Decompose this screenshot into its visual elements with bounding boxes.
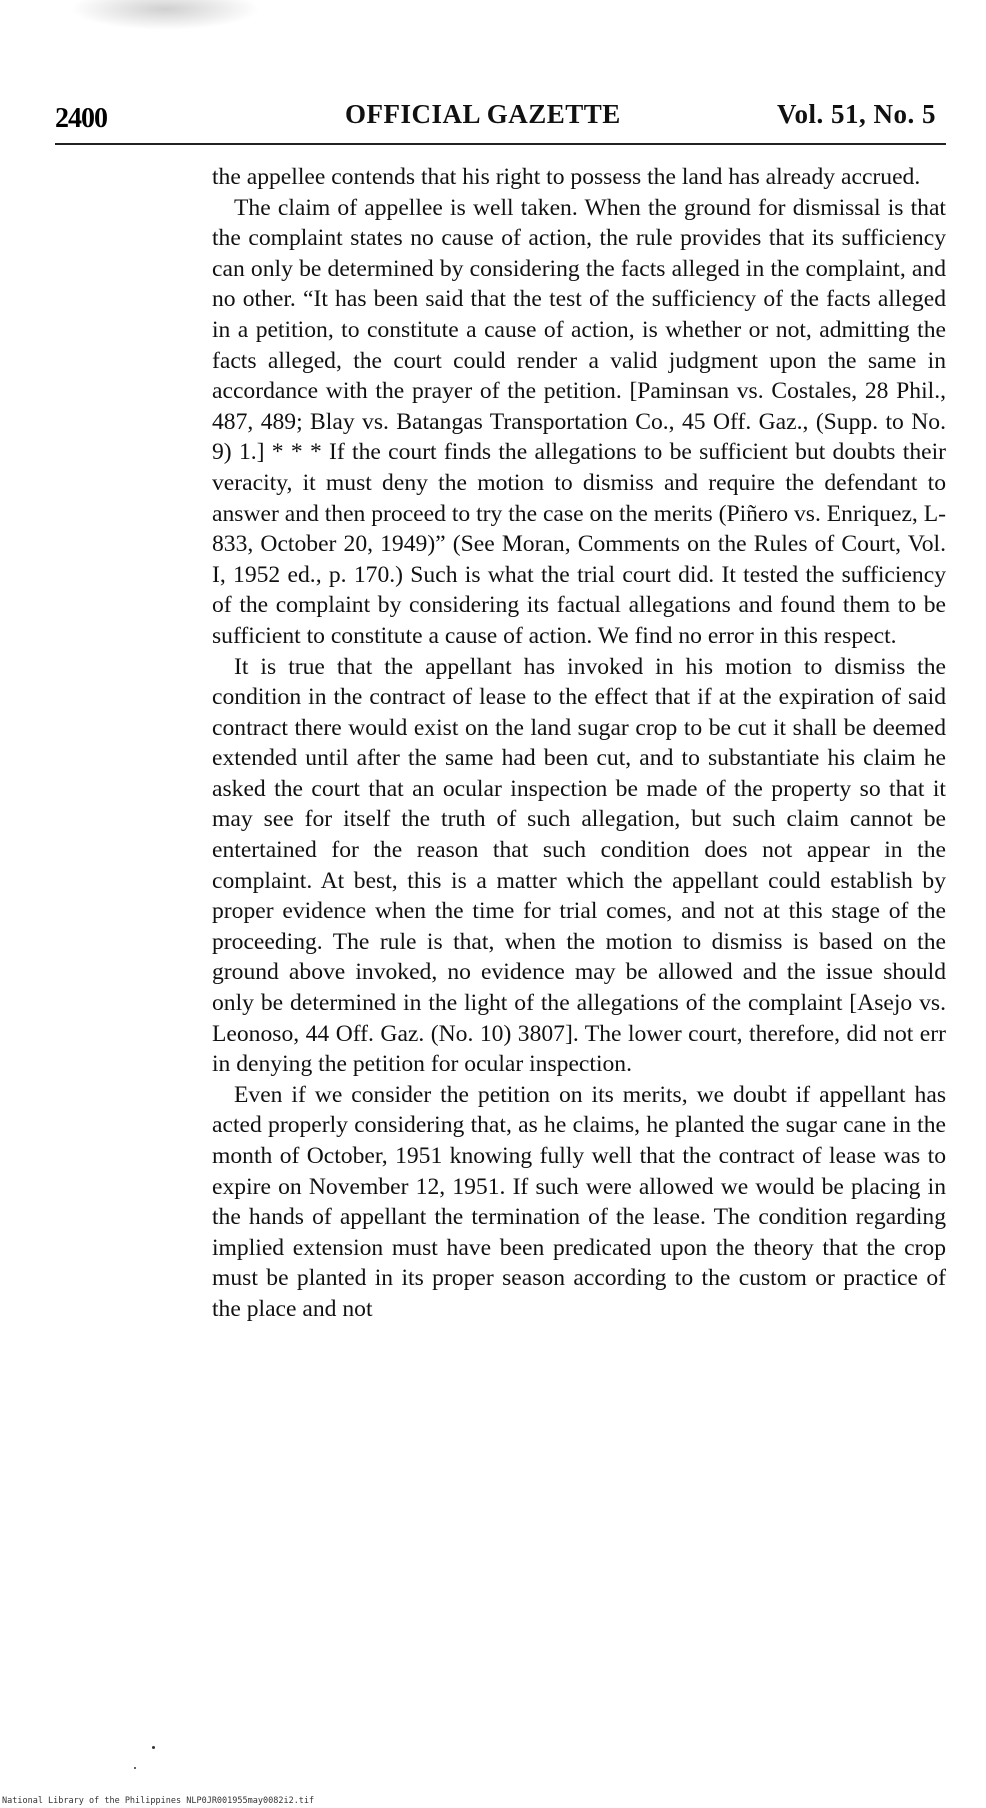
body-text	[212, 162, 946, 1325]
header-rule	[55, 143, 946, 145]
paragraph: It is true that the appellant has invoked in his motion to dismiss the condition in the contract of lease to the effect that if at the expiration of said contract there would exist on the land sugar crop to be cut it shall be deemed extended until after the same had been cut, and to substantiate his claim he asked the court that an ocular inspection be made of the property so that it may see for itself the truth of such allegation, but such claim cannot be entertained for the reason that such condition does not appear in the complaint. At best, this is a matter which the appellant could establish by proper evidence when the time for trial comes, and not at this stage of the proceeding. The rule is that, when the motion to dismiss is based on the ground above invoked, no evidence may be allowed and the issue should only be determined in the light of the allegations of the complaint [Asejo vs. Leonoso, 44 Off. Gaz. (No. 10) 3807]. The lower court, therefore, did not err in denying the petition for ocular inspection.	[212, 653, 946, 1078]
scan-speck	[152, 1746, 155, 1749]
publication-title: OFFICIAL GAZETTE	[345, 99, 621, 129]
paragraph: Even if we consider the petition on its merits, we doubt if appellant has acted properly considering that, as he claims, he planted the sugar cane in the month of October, 1951 knowing fully well that the contract of lease was to expire on November 12, 1951. If such were allowed we would be placing in the hands of appellant the termination of the lease. The condition regarding implied extension must have been predicated upon the theory that the crop must be planted in its proper season according to the custom or practice of the place and not	[212, 1081, 946, 1322]
paragraph: The claim of appellee is well taken. When the ground for dismissal is that the complaint states no cause of action, the rule provides that its sufficiency can only be determined by considering the facts alleged in the complaint, and no other. “It has been said that the test of the sufficiency of the facts alleged in a petition, to constitute a cause of action, is whether or not, admitting the facts alleged, the court could render a valid judgment upon the same in accordance with the prayer of the petition. [Paminsan vs. Costales, 28 Phil., 487, 489; Blay vs. Batangas Transportation Co., 45 Off. Gaz., (Supp. to No. 9) 1.] * * * If the court finds the allegations to be sufficient but doubts their veracity, it must deny the motion to dismiss and require the defendant to answer and then proceed to try the case on the merits (Piñero vs. Enriquez, L-833, October 20, 1949)” (See Moran, Comments on the Rules of Court, Vol. I, 1952 ed., p. 170.) Such is what the trial court did. It tested the sufficiency of the complaint by considering its factual allegations and found them to be sufficient to constitute a cause of action. We find no error in this respect.	[212, 194, 946, 649]
scan-speck	[134, 1767, 136, 1769]
page-number: 2400	[55, 103, 107, 134]
scan-source-footer: National Library of the Philippines NLP0JR001955may0082i2.tif	[2, 1796, 315, 1806]
paragraph: the appellee contends that his right to possess the land has already accrued.	[212, 164, 921, 190]
volume-number: Vol. 51, No. 5	[776, 99, 936, 129]
scan-smudge	[70, 0, 260, 30]
page-header	[55, 95, 946, 135]
